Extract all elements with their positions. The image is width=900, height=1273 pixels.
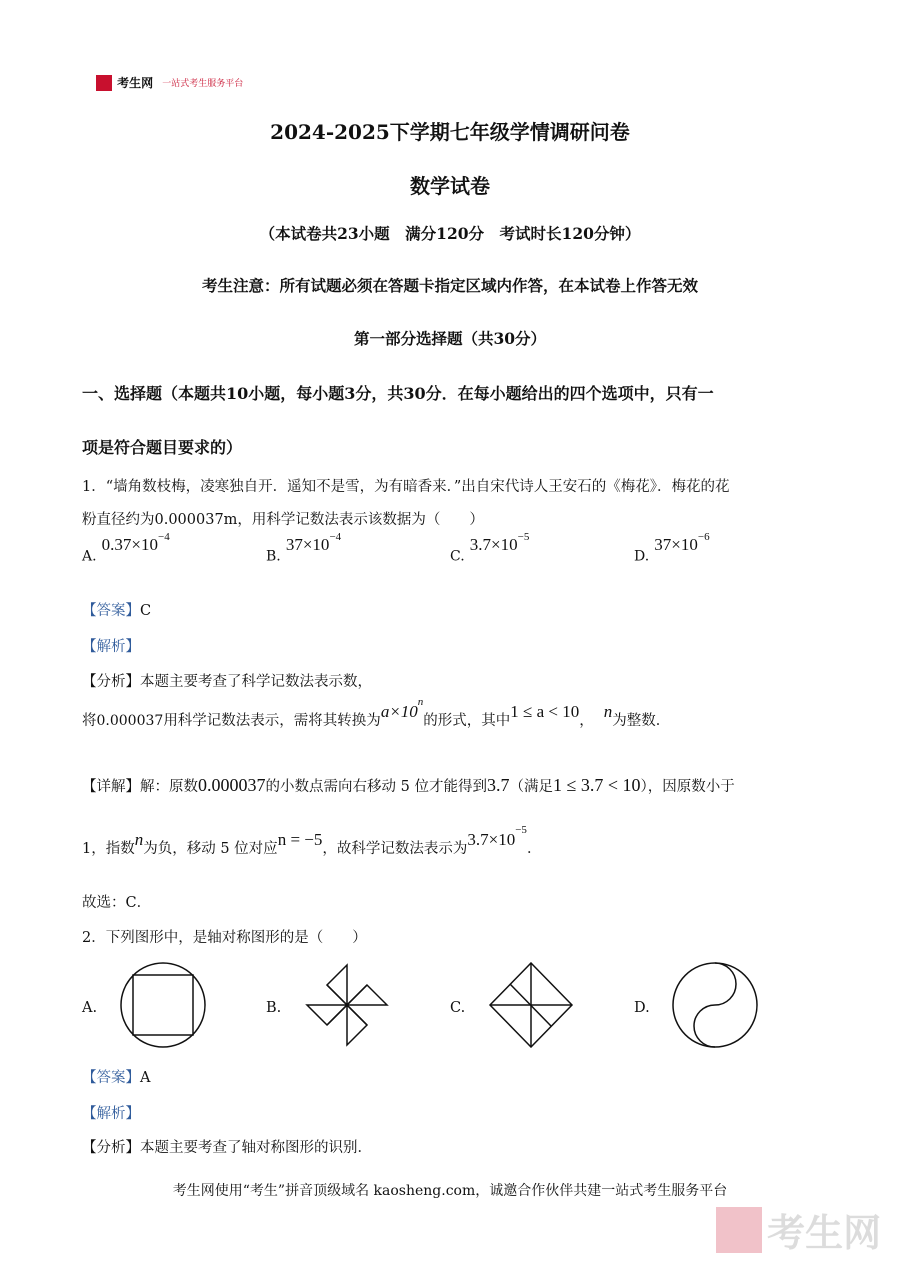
watermark-logo-text: 考生网 [767,1213,882,1255]
doc-notice: 考生注意：所有试题必须在答题卡指定区域内作答，在本试卷上作答无效 [201,276,698,295]
q1-option-b: B. $37\times 10^{-4}$ [266,531,342,565]
doc-info: （本试卷共23小题 满分120分 考试时长120分钟） [259,224,641,243]
logo-slogan: 一站式考生服务平台 [162,78,244,88]
doc-title: 2024-2025下学期七年级学情调研问卷 [270,120,630,144]
q1-conclusion: 故选：C． [82,895,152,911]
q1-answer: 【答案】C [82,603,152,619]
section-heading-2: 项是符合题目要求的） [82,438,243,457]
q1-option-c: C. $3.7\times 10^{-5}$ [450,531,530,565]
doc-subject: 数学试卷 [410,174,490,198]
q2-label-b: B. [266,1000,282,1016]
q2-analysis-tag: 【解析】 [82,1106,140,1122]
q2-label-d: D. [634,1000,650,1016]
q1-stem-line1: 1．“墙角数枝梅，凌寒独自开．遥知不是雪，为有暗香来．”出自宋代诗人王安石的《梅花》．梅花的花 [82,479,730,495]
logo-text: 考生网 [117,76,154,90]
q2-stem: 2．下列图形中，是轴对称图形的是（ ） [82,930,367,946]
q2-label-a: A. [82,1000,98,1016]
q2-figure-d-yinyang [670,962,760,1048]
q2-label-c: C. [450,1000,466,1016]
q1-stem-line2: 粉直径约为0.000037m，用科学记数法表示该数据为（ ） [82,512,484,528]
watermark-logo-icon [716,1207,762,1253]
q1-option-a: A. $0.37\times 10^{-4}$ [82,531,170,565]
footer-text: 考生网使用“考生”拼音顶级域名 kaosheng.com，诚邀合作伙伴共建一站式考生服务平台 [172,1183,728,1199]
q1-detail-line: 【详解】解：原数0.000037的小数点需向右移动 5 位才能得到3.7（满足1 ≤ 3.7 < 10），因原数小于 [82,775,735,795]
q2-answer: 【答案】A [82,1070,151,1086]
q2-fenxi: 【分析】本题主要考查了轴对称图形的识别． [82,1140,372,1156]
footer-watermark [716,1202,881,1257]
q2-figure-a-circle-square [118,962,208,1048]
doc-part: 第一部分选择题（共30分） [353,329,547,348]
q1-option-d: D. $37\times 10^{-6}$ [634,531,710,565]
q1-jiang-line: 将0.000037用科学记数法表示，需将其转换为$a\times 10^n$的形式，其中1 ≤ a < 10， n为整数． [82,696,671,729]
section-heading-1: 一、选择题（本题共10小题，每小题3分，共30分．在每小题给出的四个选项中，只有一 [82,384,714,403]
q1-analysis-tag: 【解析】 [82,639,140,655]
header-logo [96,72,243,92]
logo-icon [96,75,112,91]
q2-figure-b-pinwheel [302,962,392,1048]
q1-fenxi: 【分析】本题主要考查了科学记数法表示数， [82,674,372,690]
q1-detail-line2: 1，指数n为负，移动 5 位对应n = −5，故科学记数法表示为$3.7\times 10^{-5}$． [82,824,542,857]
q2-figure-c-square-triangles [486,962,576,1048]
